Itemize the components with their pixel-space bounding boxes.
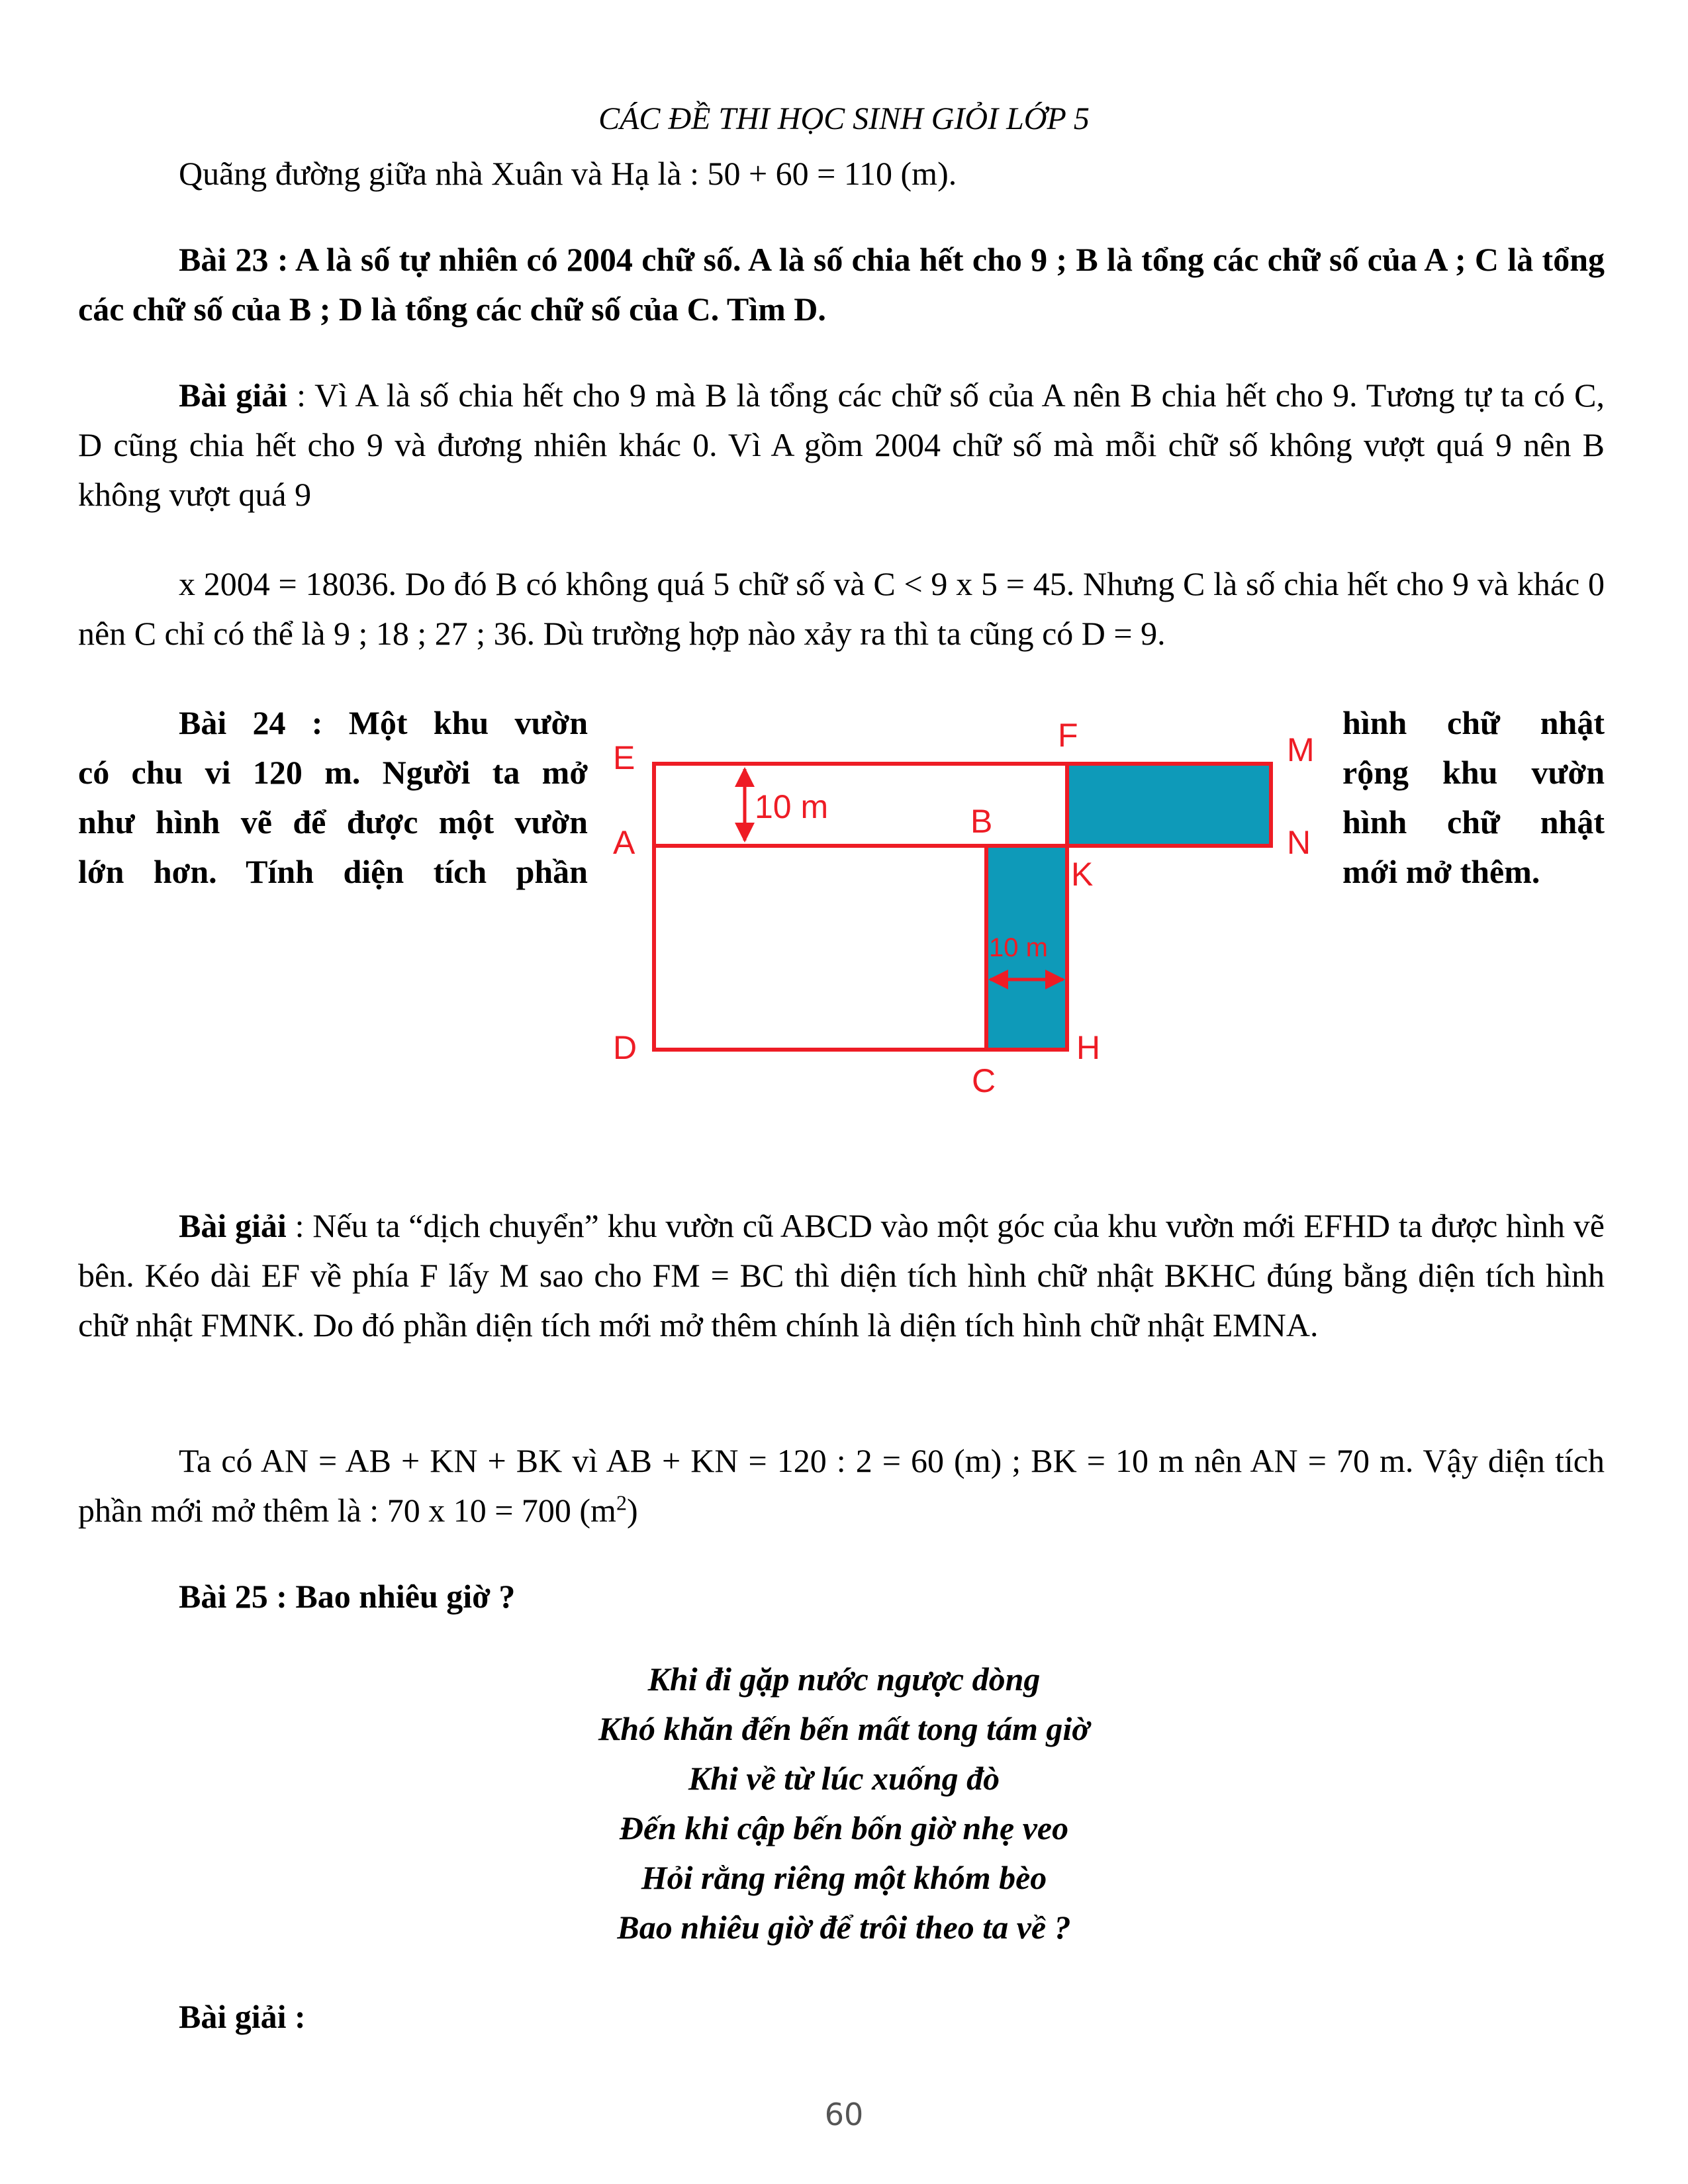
bai23-problem: Bài 23 : A là số tự nhiên có 2004 chữ số. A là số chia hết cho 9 ; B là tổng các chữ số của A ; C là tổng các chữ số của B ; D là tổng các chữ số của C. Tìm D.	[78, 241, 1605, 328]
bai24-left-line: có chu vi 120 m. Người ta mở	[78, 754, 588, 791]
label-f: F	[1058, 717, 1078, 754]
bai24-solution-p1	[78, 1201, 1605, 1350]
bai24-right-line: rộng khu vườn	[1342, 754, 1605, 791]
label-m: M	[1287, 731, 1315, 768]
garden-diagram	[596, 692, 1324, 1102]
label-dim-vertical: 10 m	[989, 933, 1048, 962]
poem-line: Bao nhiêu giờ để trôi theo ta về ?	[617, 1909, 1071, 1946]
poem-line: Khi đi gặp nước ngược dòng	[647, 1661, 1041, 1698]
bai25-title: Bài 25 : Bao nhiêu giờ ?	[179, 1578, 516, 1615]
poem-line: Đến khi cập bến bốn giờ nhẹ veo	[619, 1809, 1069, 1846]
bai24-problem-left	[78, 698, 588, 897]
bai23-solution-p2: x 2004 = 18036. Do đó B có không quá 5 chữ số và C < 9 x 5 = 45. Nhưng C là số chia hết cho 9 và khác 0 nên C chỉ có thể là 9 ; 18 ; 27 ; 36. Dù trường hợp nào xảy ra thì ta cũng có D = 9.	[78, 565, 1605, 652]
label-dim-top: 10 m	[755, 788, 829, 825]
bai25-solution-label: Bài giải :	[179, 1998, 306, 2035]
label-n: N	[1287, 824, 1311, 861]
bai24-right-line: mới mở thêm.	[1342, 853, 1540, 890]
bai24-right-line: hình chữ nhật	[1342, 704, 1605, 741]
bai23-solution-text: : Vì A là số chia hết cho 9 mà B là tổng các chữ số của A nên B chia hết cho 9. Tương tự ta có C, D cũng chia hết cho 9 và đương nhiên khác 0. Vì A gồm 2004 chữ số mà mỗi chữ số không vượt quá 9 nên B không vượt quá 9	[78, 377, 1605, 513]
intro-line: Quãng đường giữa nhà Xuân và Hạ là : 50 + 60 = 110 (m).	[179, 155, 957, 192]
label-b: B	[970, 803, 993, 840]
bai24-left-line: như hình vẽ để được một vườn	[78, 803, 588, 841]
page-number: 60	[824, 2097, 864, 2132]
label-c: C	[972, 1062, 996, 1099]
bai23-solution-label: Bài giải	[179, 377, 288, 414]
bai24-solution-text: : Nếu ta “dịch chuyển” khu vườn cũ ABCD vào một góc của khu vườn mới EFHD ta được hình vẽ bên. Kéo dài EF về phía F lấy M sao cho FM = BC thì diện tích hình chữ nhật BKHC đúng bằng diện tích hình chữ nhật FMNK. Do đó phần diện tích mới mở thêm chính là diện tích hình chữ nhật EMNA.	[78, 1207, 1605, 1343]
bai25-poem	[0, 1655, 1688, 1952]
bai24-right-line: hình chữ nhật	[1342, 803, 1605, 841]
bai24-solution-p2-text: Ta có AN = AB + KN + BK vì AB + KN = 120 : 2 = 60 (m) ; BK = 10 m nên AN = 70 m. Vậy diện tích phần mới mở thêm là : 70 x 10 = 700 (m	[78, 1442, 1605, 1529]
bai24-problem-right	[1342, 698, 1605, 897]
region-fmnk	[1067, 764, 1271, 846]
label-a: A	[613, 824, 635, 861]
bai23-solution-p1	[78, 371, 1605, 520]
bai24-left-line: Bài 24 : Một khu vườn	[179, 704, 588, 741]
poem-line: Khi về từ lúc xuống đò	[688, 1760, 1000, 1797]
label-d: D	[613, 1029, 637, 1066]
label-h: H	[1076, 1029, 1101, 1066]
poem-line: Khó khăn đến bến mất tong tám giờ	[598, 1710, 1090, 1747]
bai24-solution-p2	[78, 1436, 1605, 1535]
unit-exponent: 2	[616, 1490, 627, 1515]
bai24-solution-label: Bài giải	[179, 1207, 287, 1244]
label-e: E	[613, 739, 635, 776]
bai24-left-line: lớn hơn. Tính diện tích phần	[78, 853, 588, 890]
label-k: K	[1071, 856, 1094, 893]
page-header: CÁC ĐỀ THI HỌC SINH GIỎI LỚP 5	[598, 101, 1090, 136]
close-paren: )	[626, 1492, 638, 1529]
poem-line: Hỏi rằng riêng một khóm bèo	[641, 1859, 1047, 1896]
